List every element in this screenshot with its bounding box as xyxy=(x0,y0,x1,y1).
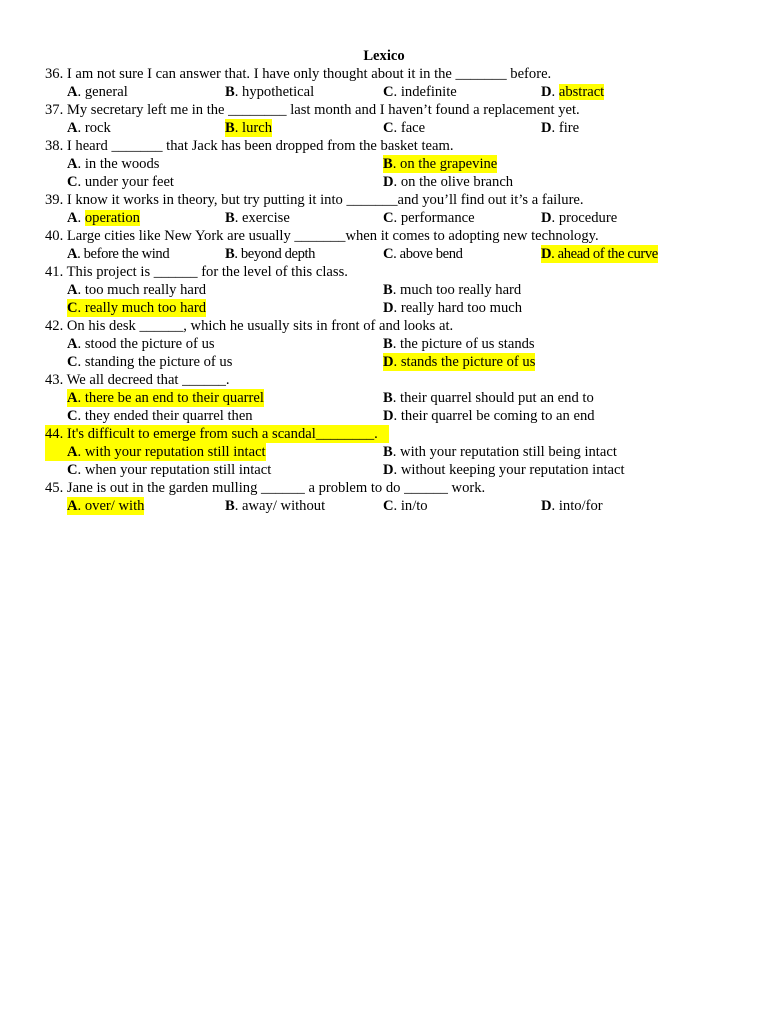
option-letter: A xyxy=(67,282,78,298)
option-separator: . xyxy=(234,84,243,100)
option-text: really much too hard xyxy=(84,300,207,316)
option-text: under your feet xyxy=(84,174,174,190)
answer-option-b[interactable] xyxy=(225,119,272,137)
question-text: 42. On his desk ______, which he usually sits in front of and looks at. xyxy=(45,318,454,334)
option-separator: . xyxy=(77,210,85,226)
answer-option-a[interactable] xyxy=(67,389,264,407)
question-stem xyxy=(45,101,745,119)
option-letter: B xyxy=(383,336,393,352)
answer-row xyxy=(45,335,745,353)
option-text: operation xyxy=(84,210,140,226)
option-letter: B xyxy=(383,390,393,406)
answer-option-b[interactable] xyxy=(383,281,521,299)
option-text: on the grapevine xyxy=(400,156,498,172)
question-block xyxy=(45,65,745,101)
option-letter: D xyxy=(541,246,552,262)
option-text: too much really hard xyxy=(84,282,207,298)
option-separator: . xyxy=(392,444,401,460)
option-separator: . xyxy=(551,84,559,100)
option-text: in/to xyxy=(400,498,428,514)
option-separator: . xyxy=(234,120,243,136)
option-text: when your reputation still intact xyxy=(84,462,272,478)
option-separator: . xyxy=(551,498,559,514)
answer-row xyxy=(45,83,745,101)
option-text: really hard too much xyxy=(400,300,523,316)
option-letter: C xyxy=(67,354,78,370)
question-text: 41. This project is ______ for the level of this class. xyxy=(45,264,348,280)
question-text: 45. Jane is out in the garden mulling ______ a problem to do ______ work. xyxy=(45,480,486,496)
option-letter: B xyxy=(225,84,235,100)
answer-option-d[interactable] xyxy=(383,299,522,317)
option-text: there be an end to their quarrel xyxy=(84,390,264,406)
answer-row xyxy=(45,209,745,227)
answer-row xyxy=(45,443,745,461)
option-text: performance xyxy=(400,210,475,226)
option-separator: . xyxy=(551,210,559,226)
question-stem xyxy=(45,479,745,497)
option-separator: . xyxy=(393,174,401,190)
answer-option-d[interactable] xyxy=(383,353,535,371)
answer-option-c[interactable] xyxy=(383,83,457,101)
answer-option-c[interactable] xyxy=(383,497,428,515)
option-text: stood the picture of us xyxy=(84,336,215,352)
option-letter: B xyxy=(225,498,235,514)
option-letter: D xyxy=(383,354,394,370)
answer-row xyxy=(45,245,745,263)
option-letter: D xyxy=(541,210,552,226)
option-text: fire xyxy=(558,120,580,136)
option-separator: . xyxy=(234,246,241,262)
option-letter: B xyxy=(383,282,393,298)
answer-option-b[interactable] xyxy=(383,443,617,461)
answer-row xyxy=(45,281,745,299)
option-text: with your reputation still being intact xyxy=(400,444,617,460)
answer-option-a[interactable] xyxy=(67,245,169,263)
option-text: on the olive branch xyxy=(400,174,514,190)
answer-row xyxy=(45,173,745,191)
option-separator: . xyxy=(392,156,401,172)
option-separator: . xyxy=(392,336,401,352)
option-text: away/ without xyxy=(242,498,326,514)
option-text: into/for xyxy=(558,498,603,514)
question-block xyxy=(45,371,745,425)
option-separator: . xyxy=(77,300,85,316)
answer-option-b[interactable] xyxy=(225,497,325,515)
option-separator: . xyxy=(234,498,243,514)
option-text: lurch xyxy=(242,120,273,136)
option-letter: D xyxy=(383,300,394,316)
option-letter: D xyxy=(383,462,394,478)
answer-option-c[interactable] xyxy=(67,299,206,317)
answer-row xyxy=(45,155,745,173)
answer-option-d[interactable] xyxy=(541,245,658,263)
question-stem xyxy=(45,263,745,281)
answer-option-c[interactable] xyxy=(67,173,174,191)
question-stem xyxy=(45,317,745,335)
answer-option-d[interactable] xyxy=(383,173,513,191)
option-separator: . xyxy=(393,300,401,316)
option-text: they ended their quarrel then xyxy=(84,408,253,424)
question-text: 39. I know it works in theory, but try putting it into _______and you’ll find out it’s a failure. xyxy=(45,192,584,208)
option-separator: . xyxy=(392,390,401,406)
answer-row xyxy=(45,119,745,137)
option-separator: . xyxy=(77,444,85,460)
option-separator: . xyxy=(393,462,401,478)
option-separator: . xyxy=(393,354,401,370)
option-letter: C xyxy=(383,120,394,136)
question-block xyxy=(45,137,745,191)
answer-option-a[interactable] xyxy=(67,335,215,353)
answer-option-b[interactable] xyxy=(383,155,497,173)
question-stem xyxy=(45,227,745,245)
option-separator: . xyxy=(392,282,401,298)
question-stem xyxy=(45,371,745,389)
option-text: abstract xyxy=(558,84,605,100)
question-stem xyxy=(45,137,745,155)
option-separator: . xyxy=(393,408,401,424)
page-title: Lexico xyxy=(363,48,405,64)
answer-row xyxy=(45,407,745,425)
question-block xyxy=(45,191,745,227)
option-text: before the wind xyxy=(83,246,170,262)
option-text: over/ with xyxy=(84,498,145,514)
option-letter: C xyxy=(67,462,78,478)
answer-option-c[interactable] xyxy=(67,407,253,425)
option-text: their quarrel should put an end to xyxy=(400,390,594,406)
option-separator: . xyxy=(393,210,401,226)
option-text: exercise xyxy=(242,210,290,226)
option-separator: . xyxy=(393,84,401,100)
option-text: in the woods xyxy=(84,156,160,172)
option-letter: C xyxy=(383,498,394,514)
option-separator: . xyxy=(77,84,85,100)
answer-option-a[interactable] xyxy=(67,497,144,515)
question-text: 40. Large cities like New York are usually _______when it comes to adopting new technology. xyxy=(45,228,599,244)
answer-option-d[interactable] xyxy=(383,407,595,425)
answer-option-a[interactable] xyxy=(67,281,206,299)
answer-option-a[interactable] xyxy=(67,119,111,137)
question-block xyxy=(45,227,745,263)
question-block xyxy=(45,317,745,371)
option-text: above bend xyxy=(399,246,463,262)
option-separator: . xyxy=(77,282,85,298)
question-text: 37. My secretary left me in the ________ last month and I haven’t found a replacement yet. xyxy=(45,102,580,118)
option-text: procedure xyxy=(558,210,618,226)
answer-option-d[interactable] xyxy=(541,83,604,101)
question-text: 43. We all decreed that ______. xyxy=(45,372,230,388)
option-letter: B xyxy=(225,246,235,262)
answer-option-c[interactable] xyxy=(67,353,232,371)
option-separator: . xyxy=(393,120,401,136)
answer-option-b[interactable] xyxy=(383,389,594,407)
answer-option-d[interactable] xyxy=(541,209,617,227)
option-letter: A xyxy=(67,390,78,406)
question-stem xyxy=(45,191,745,209)
option-text: much too really hard xyxy=(400,282,522,298)
option-text: indefinite xyxy=(400,84,457,100)
question-text: 36. I am not sure I can answer that. I have only thought about it in the _______ before. xyxy=(45,66,552,82)
option-letter: C xyxy=(383,84,394,100)
answer-option-c[interactable] xyxy=(67,461,271,479)
option-text: with your reputation still intact xyxy=(84,444,266,460)
option-separator: . xyxy=(551,246,558,262)
question-stem xyxy=(45,65,745,83)
answer-option-b[interactable] xyxy=(383,335,535,353)
option-letter: A xyxy=(67,210,78,226)
option-letter: A xyxy=(67,120,78,136)
option-letter: A xyxy=(67,498,78,514)
option-letter: B xyxy=(383,444,393,460)
option-text: hypothetical xyxy=(242,84,315,100)
answer-option-b[interactable] xyxy=(225,245,315,263)
option-separator: . xyxy=(393,246,400,262)
option-text: their quarrel be coming to an end xyxy=(400,408,595,424)
option-separator: . xyxy=(77,408,85,424)
question-block xyxy=(45,101,745,137)
answer-row xyxy=(45,497,745,515)
option-letter: D xyxy=(383,174,394,190)
answer-option-b[interactable] xyxy=(225,209,290,227)
question-list xyxy=(45,65,745,515)
option-text: face xyxy=(400,120,426,136)
option-letter: A xyxy=(67,336,78,352)
question-stem xyxy=(45,425,389,443)
option-letter: C xyxy=(383,246,394,262)
option-separator: . xyxy=(234,210,243,226)
option-separator: . xyxy=(77,156,85,172)
option-text: rock xyxy=(84,120,111,136)
answer-option-a[interactable] xyxy=(67,443,266,461)
option-text: ahead of the curve xyxy=(557,246,658,262)
option-letter: B xyxy=(225,120,235,136)
option-text: beyond depth xyxy=(240,246,316,262)
option-letter: C xyxy=(67,408,78,424)
option-separator: . xyxy=(77,390,85,406)
option-letter: A xyxy=(67,156,78,172)
answer-option-c[interactable] xyxy=(383,119,425,137)
answer-row xyxy=(45,389,745,407)
option-separator: . xyxy=(77,498,85,514)
question-block xyxy=(45,425,745,479)
question-block xyxy=(45,479,745,515)
option-letter: C xyxy=(67,174,78,190)
option-letter: B xyxy=(383,156,393,172)
answer-option-a[interactable] xyxy=(67,83,128,101)
option-letter: C xyxy=(67,300,78,316)
answer-option-d[interactable] xyxy=(383,461,625,479)
option-separator: . xyxy=(77,354,85,370)
option-text: without keeping your reputation intact xyxy=(400,462,625,478)
answer-option-c[interactable] xyxy=(383,209,475,227)
option-letter: A xyxy=(67,84,78,100)
question-text: 38. I heard _______ that Jack has been dropped from the basket team. xyxy=(45,138,454,154)
answer-option-c[interactable] xyxy=(383,245,463,263)
answer-option-a[interactable] xyxy=(67,155,159,173)
answer-row xyxy=(45,461,745,479)
question-block xyxy=(45,263,745,317)
option-separator: . xyxy=(551,120,559,136)
option-text: general xyxy=(84,84,128,100)
option-separator: . xyxy=(77,120,85,136)
option-letter: A xyxy=(67,246,78,262)
option-separator: . xyxy=(77,462,85,478)
option-text: the picture of us stands xyxy=(400,336,535,352)
option-letter: A xyxy=(67,444,78,460)
option-letter: D xyxy=(541,120,552,136)
option-letter: B xyxy=(225,210,235,226)
answer-option-a[interactable] xyxy=(67,209,140,227)
option-text: standing the picture of us xyxy=(84,354,233,370)
option-letter: D xyxy=(541,498,552,514)
answer-option-d[interactable] xyxy=(541,497,603,515)
option-separator: . xyxy=(77,336,85,352)
option-letter: C xyxy=(383,210,394,226)
option-separator: . xyxy=(77,246,84,262)
question-text: 44. It's difficult to emerge from such a scandal________. xyxy=(45,426,378,442)
option-letter: D xyxy=(541,84,552,100)
option-text: stands the picture of us xyxy=(400,354,536,370)
option-separator: . xyxy=(77,174,85,190)
answer-row xyxy=(45,299,745,317)
answer-option-d[interactable] xyxy=(541,119,579,137)
option-letter: D xyxy=(383,408,394,424)
option-separator: . xyxy=(393,498,401,514)
answer-row xyxy=(45,353,745,371)
answer-option-b[interactable] xyxy=(225,83,314,101)
